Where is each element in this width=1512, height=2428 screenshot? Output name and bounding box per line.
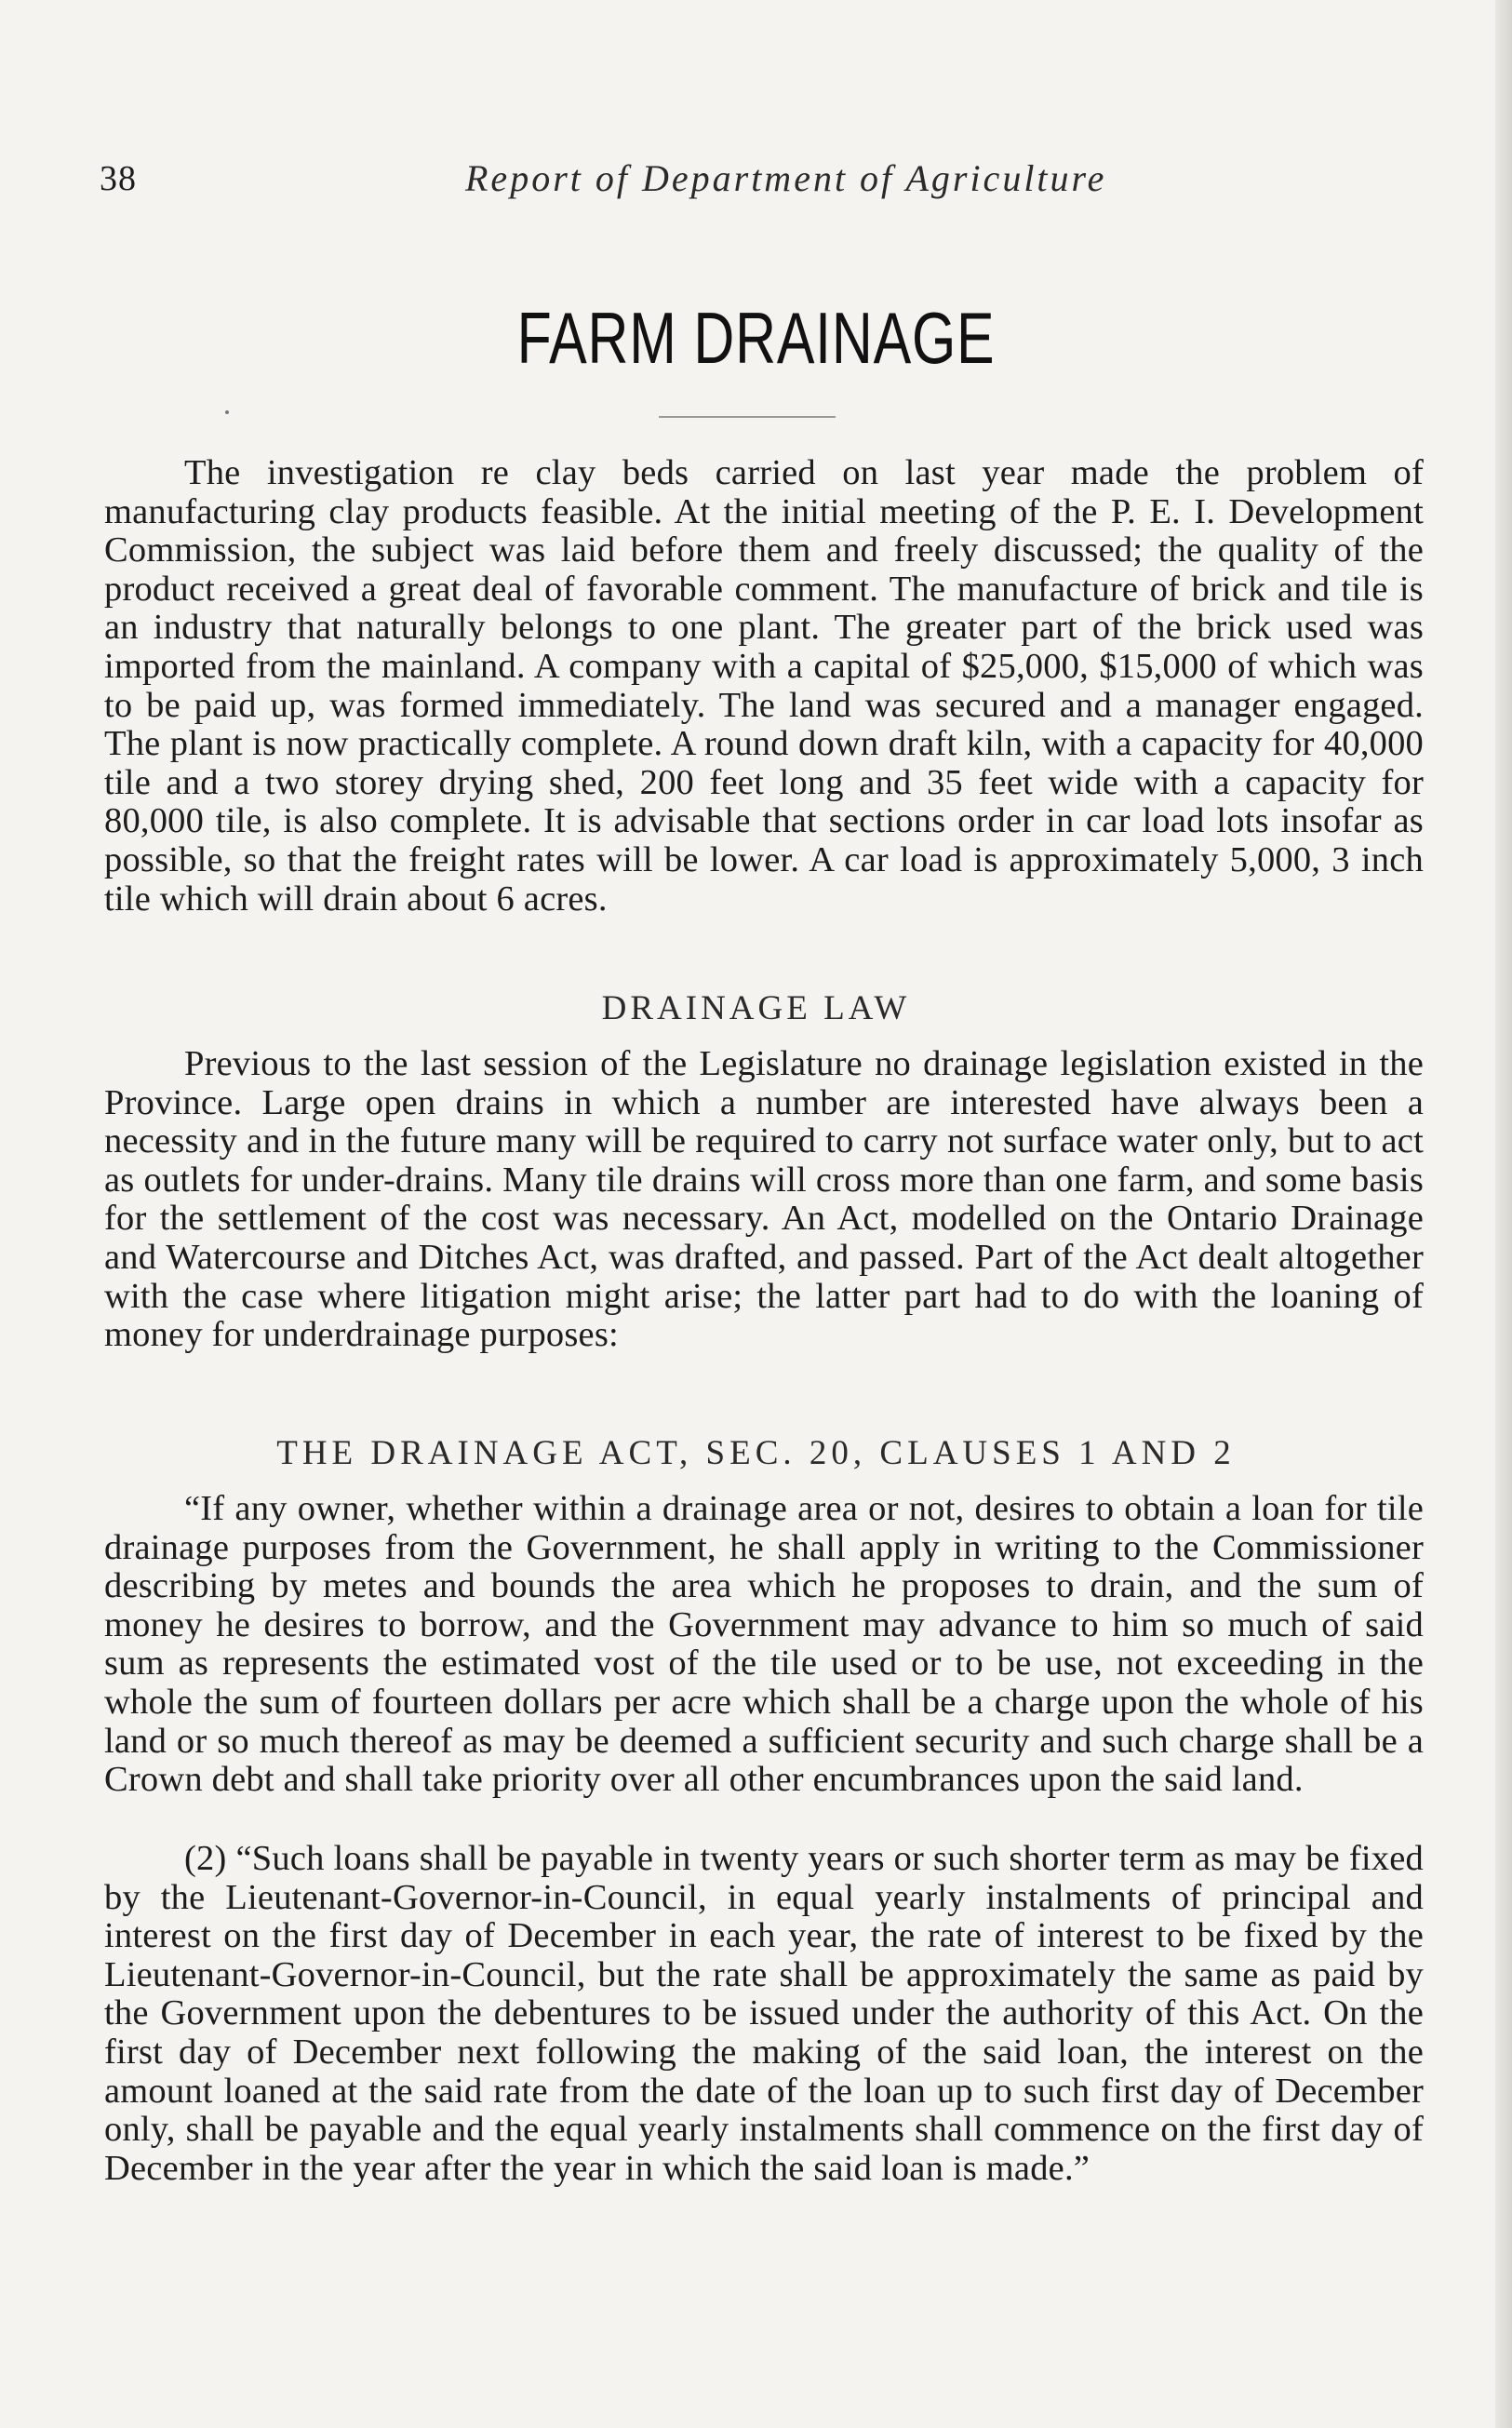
drainage-law-paragraph: Previous to the last session of the Legislature no drainage legislation existed in the Province. Large open drains in which a number are interested have always been a necessity and in the future many will be required to carry not surface water only, but to act as outlets for under-drains. Many tile drains will cross more than one farm, and some basis for the settlement of the cost was necessary. An Act, modelled on the Ontario Drainage and Watercourse and Ditches Act, was drafted, and passed. Part of the Act dealt altogether with the case where litigation might arise; the latter part had to do with the loaning of money for underdrainage purposes: — [104, 1044, 1424, 1355]
clause-2-paragraph: (2) “Such loans shall be payable in twenty years or such shorter term as may be fixed by the Lieutenant-Governor-in-Council, in equal yearly instalments of principal and interest on the first day of December in each year, the rate of interest to be fixed by the Lieutenant-Governor-in-Council, but the rate shall be approximately the same as paid by the Government upon the debentures to be issued under the authority of this Act. On the first day of December next following the making of the said loan, the interest on the amount loaned at the said rate from the date of the loan up to such first day of December only, shall be payable and the equal yearly instalments shall commence on the first day of December in the year after the year in which the said loan is made.” — [104, 1839, 1424, 2188]
intro-paragraph: The investigation re clay beds carried on last year made the problem of manufacturing clay products feasible. At the initial meeting of the P. E. I. Development Commission, the subject was laid before them and freely discussed; the quality of the product received a great deal of favorable comment. The manufacture of brick and tile is an industry that naturally belongs to one plant. The greater part of the brick used was imported from the mainland. A company with a capital of $25,000, $15,000 of which was to be paid up, was formed immediately. The land was secured and a manager engaged. The plant is now practically complete. A round down draft kiln, with a capacity for 40,000 tile and a two storey drying shed, 200 feet long and 35 feet wide with a capacity for 80,000 tile, is also complete. It is advisable that sections order in car load lots insofar as possible, so that the freight rates will be lower. A car load is approximately 5,000, 3 inch tile which will drain about 6 acres. — [104, 453, 1424, 919]
article-title: FARM DRAINAGE — [516, 297, 996, 379]
clause-1-paragraph: “If any owner, whether within a drainage area or not, desires to obtain a loan for tile drainage purposes from the Government, he shall apply in writing to the Commissioner describing by metes and bounds the area which he proposes to drain, and the sum of money he desires to borrow, and the Government may advance to him so much of said sum as represents the estimated vost of the tile used or to be use, not exceeding in the whole the sum of fourteen dollars per acre which shall be a charge upon the whole of his land or so much thereof as may be deemed a sufficient security and such charge shall be a Crown debt and shall take priority over all other encumbrances upon the said land. — [104, 1489, 1424, 1800]
page-edge-shadow — [1495, 0, 1512, 2428]
page-number: 38 — [100, 159, 137, 198]
running-header: Report of Department of Agriculture — [465, 157, 1107, 199]
section-heading-drainage-law: DRAINAGE LAW — [601, 989, 911, 1027]
title-divider — [659, 416, 836, 418]
section-heading-drainage-act: THE DRAINAGE ACT, SEC. 20, CLAUSES 1 AND 2 — [276, 1434, 1236, 1472]
print-speck — [225, 410, 229, 414]
